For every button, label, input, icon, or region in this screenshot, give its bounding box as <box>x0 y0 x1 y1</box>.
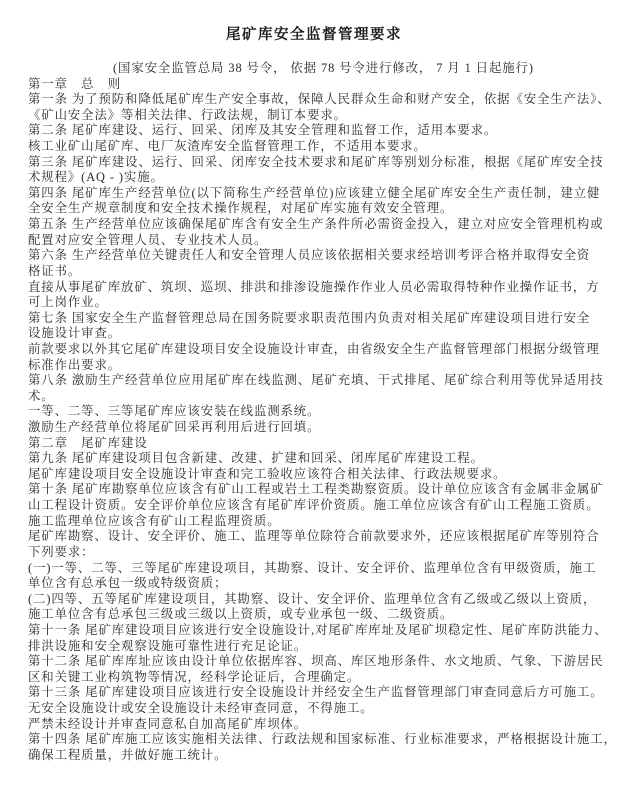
document-subtitle: (国家安全监管总局 38 号令， 依据 78 号令进行修改， 7 月 1 日起施行) <box>113 61 534 75</box>
text-line: 第十四条 尾矿库施工应该实施相关法律、行政法规和国家标准、行业标准要求，严格根据设计施工， <box>28 732 617 747</box>
text-line: 第六条 生产经营单位关键责任人和安全管理人员应该依据相关要求经培训考评合格并取得安全资 <box>28 248 591 263</box>
text-line: 第十二条 尾矿库库址应该由设计单位依据库容、坝高、库区地形条件、水文地质、气象、下游居民 <box>28 654 604 669</box>
text-line: 第五条 生产经营单位应该确保尾矿库含有安全生产条件所必需资金投入，建立对应安全管理机构或 <box>28 217 604 232</box>
text-line: 设施设计审查。 <box>28 326 122 341</box>
text-line: 激励生产经营单位将尾矿回采再利用后进行回填。 <box>28 420 321 435</box>
text-line: 第三条 尾矿库建设、运行、回采、闭库安全技术要求和尾矿库等别划分标准，根据《尾矿库安全技 <box>28 154 604 169</box>
text-line: 第二章 尾矿库建设 <box>28 435 148 450</box>
text-line: (二)四等、五等尾矿库建设项目，其勘察、设计、安全评价、监理单位含有乙级或乙级以上资质， <box>28 591 597 606</box>
text-line: 术。 <box>28 388 55 403</box>
text-line: 施工监理单位应该含有矿山工程监理资质。 <box>28 513 281 528</box>
document-title: 尾矿库安全监督管理要求 <box>226 27 402 43</box>
text-line: 施工单位含有总承包三级或三级以上资质，或专业承包一级、二级资质。 <box>28 607 454 622</box>
text-line: 一等、二等、三等尾矿库应该安装在线监测系统。 <box>28 404 321 419</box>
text-line: 配置对应安全管理人员、专业技术人员。 <box>28 232 268 247</box>
text-line: 第九条 尾矿库建设项目包含新建、改建、扩建和回采、闭库尾矿库建设工程。 <box>28 451 484 466</box>
text-line: 核工业矿山尾矿库、电厂灰渣库安全监督管理工作，不适用本要求。 <box>28 139 427 154</box>
text-line: 尾矿库勘察、设计、安全评价、施工、监理等单位除符合前款要求外，还应该根据尾矿库等别符合 <box>28 529 600 544</box>
text-line: 确保工程质量，并做好施工统计。 <box>28 747 228 762</box>
text-line: 第四条 尾矿库生产经营单位(以下简称生产经营单位)应该建立健全尾矿库安全生产责任制，建立健 <box>28 185 601 200</box>
text-line: 第十三条 尾矿库建设项目应该进行安全设施设计并经安全生产监督管理部门审查同意后方可施工。 <box>28 685 604 700</box>
text-line: 尾矿库建设项目安全设施设计审查和完工验收应该符合相关法律、行政法规要求。 <box>28 466 507 481</box>
text-line: 区和关键工业构筑物等情况，经科学论证后，合理确定。 <box>28 669 361 684</box>
text-line: 《矿山安全法》等相关法律、行政法规，制订本要求。 <box>28 107 347 122</box>
text-line: 第一条 为了预防和降低尾矿库生产安全事故，保障人民群众生命和财产安全，依据《安全生产法》、 <box>28 92 611 107</box>
text-line: 格证书。 <box>28 263 82 278</box>
text-line: 术规程》(AQ - )实施。 <box>28 170 164 185</box>
text-line: 第八条 激励生产经营单位应用尾矿库在线监测、尾矿充填、干式排尾、尾矿综合利用等优异适用技 <box>28 373 604 388</box>
text-line: 第十条 尾矿库勘察单位应该含有矿山工程或岩土工程类勘察资质。设计单位应该含有金属非金属矿 <box>28 482 604 497</box>
text-line: 标准作出要求。 <box>28 357 122 372</box>
text-line: 严禁未经设计并审查同意私自加高尾矿库坝体。 <box>28 716 308 731</box>
text-line: 可上岗作业。 <box>28 295 108 310</box>
text-line: 前款要求以外其它尾矿库建设项目安全设施设计审查，由省级安全生产监督管理部门根据分级管理 <box>28 341 600 356</box>
text-line: 直接从事尾矿库放矿、筑坝、巡坝、排洪和排渗设施操作作业人员必需取得特种作业操作证书，方 <box>28 279 600 294</box>
text-line: 排洪设施和安全观察设施可靠性进行充足论证。 <box>28 638 308 653</box>
text-line: 全安全生产规章制度和安全技术操作规程，对尾矿库实施有效安全管理。 <box>28 201 454 216</box>
text-line: 单位含有总承包一级或特级资质； <box>28 576 228 591</box>
text-line: 第一章 总 则 <box>28 76 122 91</box>
text-line: 无安全设施设计或安全设施设计未经审查同意，不得施工。 <box>28 700 374 715</box>
text-line: 下列要求： <box>28 544 95 559</box>
text-line: 第二条 尾矿库建设、运行、回采、闭库及其安全管理和监督工作，适用本要求。 <box>28 123 498 138</box>
text-line: 第十一条 尾矿库建设项目应该进行安全设施设计,对尾矿库库址及尾矿坝稳定性、尾矿库防洪能力、 <box>28 622 608 637</box>
document-body <box>28 76 617 764</box>
text-line: (一)一等、二等、三等尾矿库建设项目，其勘察、设计、安全评价、监理单位含有甲级资质，施工 <box>28 560 597 575</box>
text-line: 第七条 国家安全生产监督管理总局在国务院要求职责范围内负责对相关尾矿库建设项目进行安全 <box>28 310 591 325</box>
text-line: 山工程设计资质。安全评价单位应该含有尾矿库评价资质。施工单位应该含有矿山工程施工资质。 <box>28 498 600 513</box>
